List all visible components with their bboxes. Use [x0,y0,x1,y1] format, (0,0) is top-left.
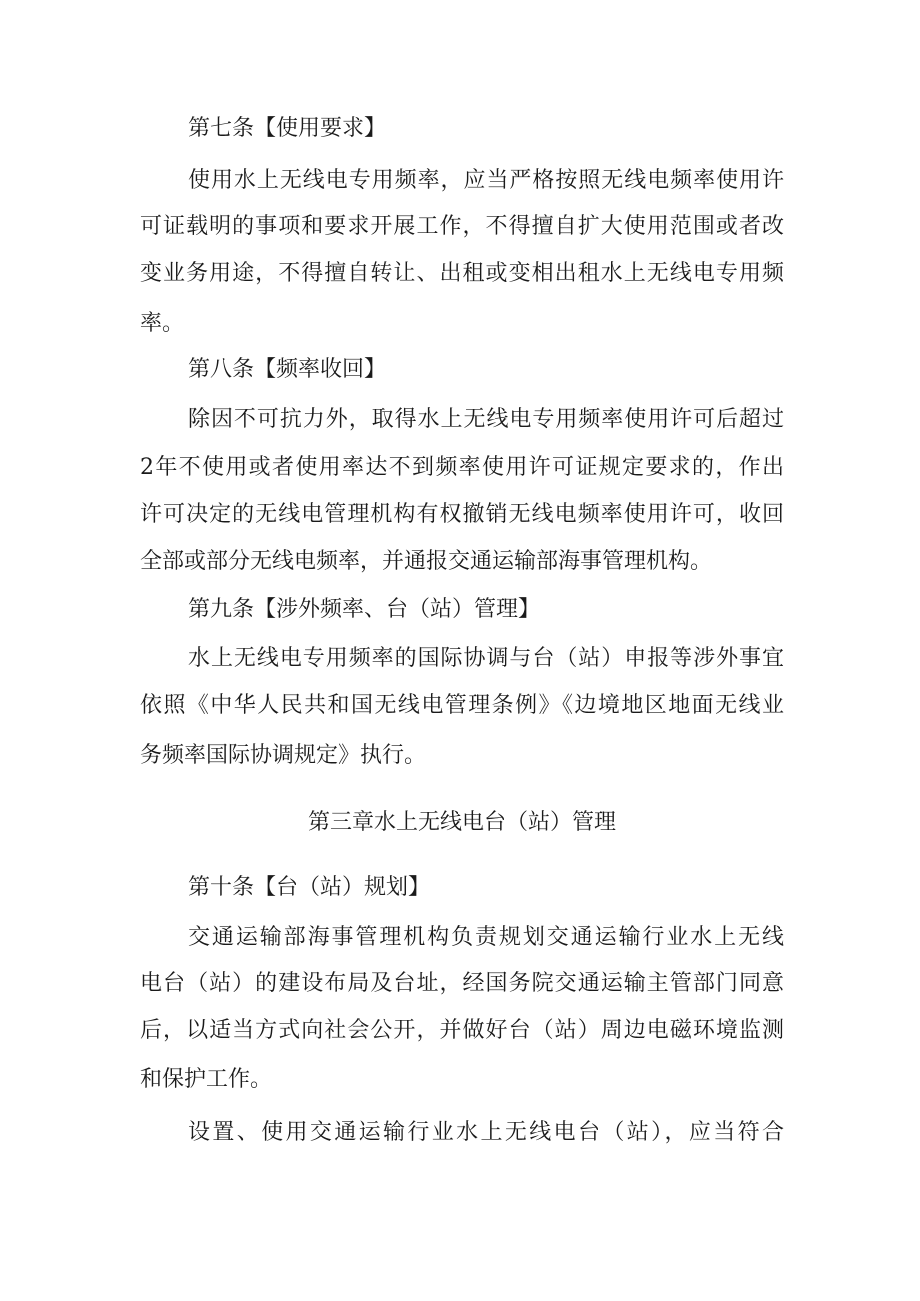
article-8-text-line-3: 许可决定的无线电管理机构有权撤销无线电频率使用许可，收回 [140,502,784,527]
article-10-heading: 第十条【台（站）规划】 [188,875,431,900]
article-8-heading: 第八条【频率收回】 [188,357,387,382]
article-10-text-line-4: 和保护工作。 [140,1067,273,1092]
article-9-heading: 第九条【涉外频率、台（站）管理】 [188,597,541,622]
article-9-text-line-2: 依照《中华人民共和国无线电管理条例》《边境地区地面无线业 [140,693,784,718]
article-7-text-line-2: 可证载明的事项和要求开展工作，不得擅自扩大使用范围或者改 [140,214,784,239]
article-7-text-line-1: 使用水上无线电专用频率，应当严格按照无线电频率使用许 [188,168,784,193]
article-7-text-line-4: 率。 [140,311,185,336]
article-10-text-line-3: 后，以适当方式向社会公开，并做好台（站）周边电磁环境监测 [140,1018,784,1043]
article-9-text-line-3: 务频率国际协调规定》执行。 [140,743,427,768]
article-8-text-line-1: 除因不可抗力外，取得水上无线电专用频率使用许可后超过 [188,407,784,432]
article-8-text-line-4: 全部或部分无线电频率，并通报交通运输部海事管理机构。 [140,549,713,574]
chapter-3-title: 第三章水上无线电台（站）管理 [307,810,616,835]
article-9-text-line-1: 水上无线电专用频率的国际协调与台（站）申报等涉外事宜 [188,646,784,671]
article-8-text-line-2: 2年不使用或者使用率达不到频率使用许可证规定要求的，作出 [140,455,784,480]
article-10-text-line-2: 电台（站）的建设布局及台址，经国务院交通运输主管部门同意 [140,971,784,996]
article-7-text-line-3: 变业务用途，不得擅自转让、出租或变相出租水上无线电专用频 [140,261,784,286]
article-10-text-line-1: 交通运输部海事管理机构负责规划交通运输行业水上无线 [188,925,784,950]
article-10-text-line-5: 设置、使用交通运输行业水上无线电台（站），应当符合 [188,1120,784,1145]
article-7-heading: 第七条【使用要求】 [188,116,387,141]
